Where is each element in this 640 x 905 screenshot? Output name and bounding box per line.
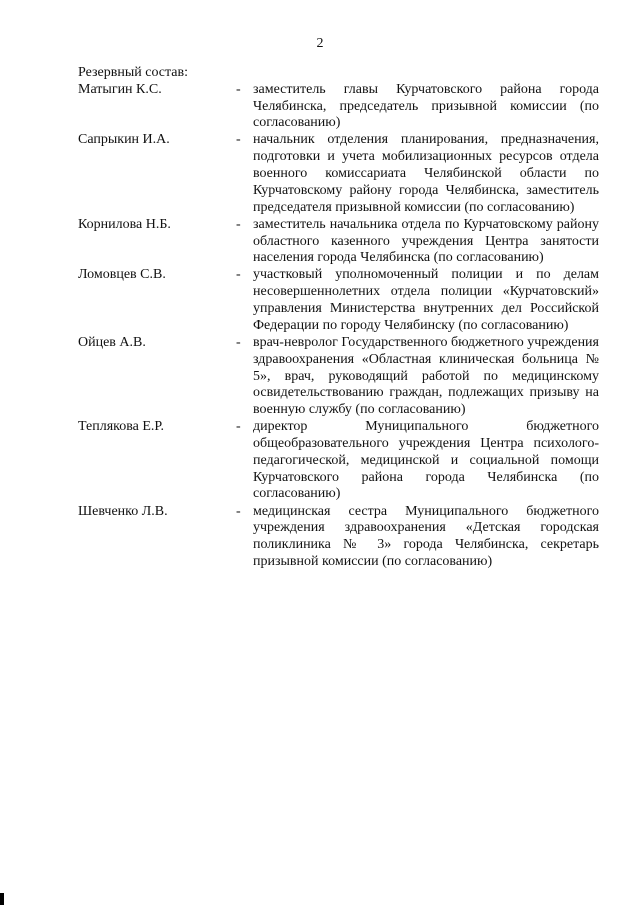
member-description: медицинская сестра Муниципального бюджетного учреждения здравоохранения «Детская городская поликлиника № 3» города Челябинска, секретарь призывной комиссии (по согласованию) <box>253 503 599 569</box>
member-entry <box>0 217 640 267</box>
member-entry <box>0 335 640 419</box>
member-dash: - <box>236 334 241 350</box>
member-name: Матыгин К.С. <box>78 81 162 97</box>
member-dash: - <box>236 216 241 232</box>
member-name: Сапрыкин И.А. <box>78 132 170 148</box>
member-name: Ломовцев С.В. <box>78 267 166 283</box>
member-list <box>0 82 640 571</box>
member-entry <box>0 419 640 503</box>
member-description: врач-невролог Государственного бюджетного учреждения здравоохранения «Областная клиническая больница № 5», врач, руководящий работой по медицинскому освидетельствованию граждан, подлежащих призыву на военную службу (по согласованию) <box>253 334 599 418</box>
member-name: Шевченко Л.В. <box>78 503 168 519</box>
member-dash: - <box>236 267 241 283</box>
member-description: директор Муниципального бюджетного общеобразовательного учреждения Центра психолого-педагогической, медицинской и социальной помощи Курчатовского района города Челябинска (по согласованию) <box>253 419 599 502</box>
scan-edge-mark <box>0 893 4 905</box>
member-dash: - <box>236 419 241 435</box>
member-entry <box>0 82 640 132</box>
member-dash: - <box>236 81 241 97</box>
member-description: участковый уполномоченный полиции и по делам несовершеннолетних отдела полиции «Курчатовский» управления Министерства внутренних дел Российской Федерации по городу Челябинску (по согласованию) <box>253 267 599 333</box>
member-entry <box>0 504 640 571</box>
member-dash: - <box>236 132 241 148</box>
member-entry <box>0 132 640 216</box>
member-entry <box>0 267 640 334</box>
page-number: 2 <box>316 36 324 51</box>
member-name: Корнилова Н.Б. <box>78 216 171 232</box>
reserve-heading: Резервный состав: <box>78 65 189 80</box>
member-name: Ойцев А.В. <box>78 334 146 350</box>
member-description: заместитель главы Курчатовского района города Челябинска, председатель призывной комиссии (по согласованию) <box>253 81 599 131</box>
member-description: начальник отделения планирования, предназначения, подготовки и учета мобилизационных ресурсов отдела военного комиссариата Челябинской области по Курчатовскому району города Челябинска, заместитель председателя призывной комиссии (по согласованию) <box>253 132 599 215</box>
member-dash: - <box>236 503 241 519</box>
member-name: Теплякова Е.Р. <box>78 419 164 435</box>
member-description: заместитель начальника отдела по Курчатовскому району областного казенного учреждения Центра занятости населения города Челябинска (по согласованию) <box>253 216 599 266</box>
